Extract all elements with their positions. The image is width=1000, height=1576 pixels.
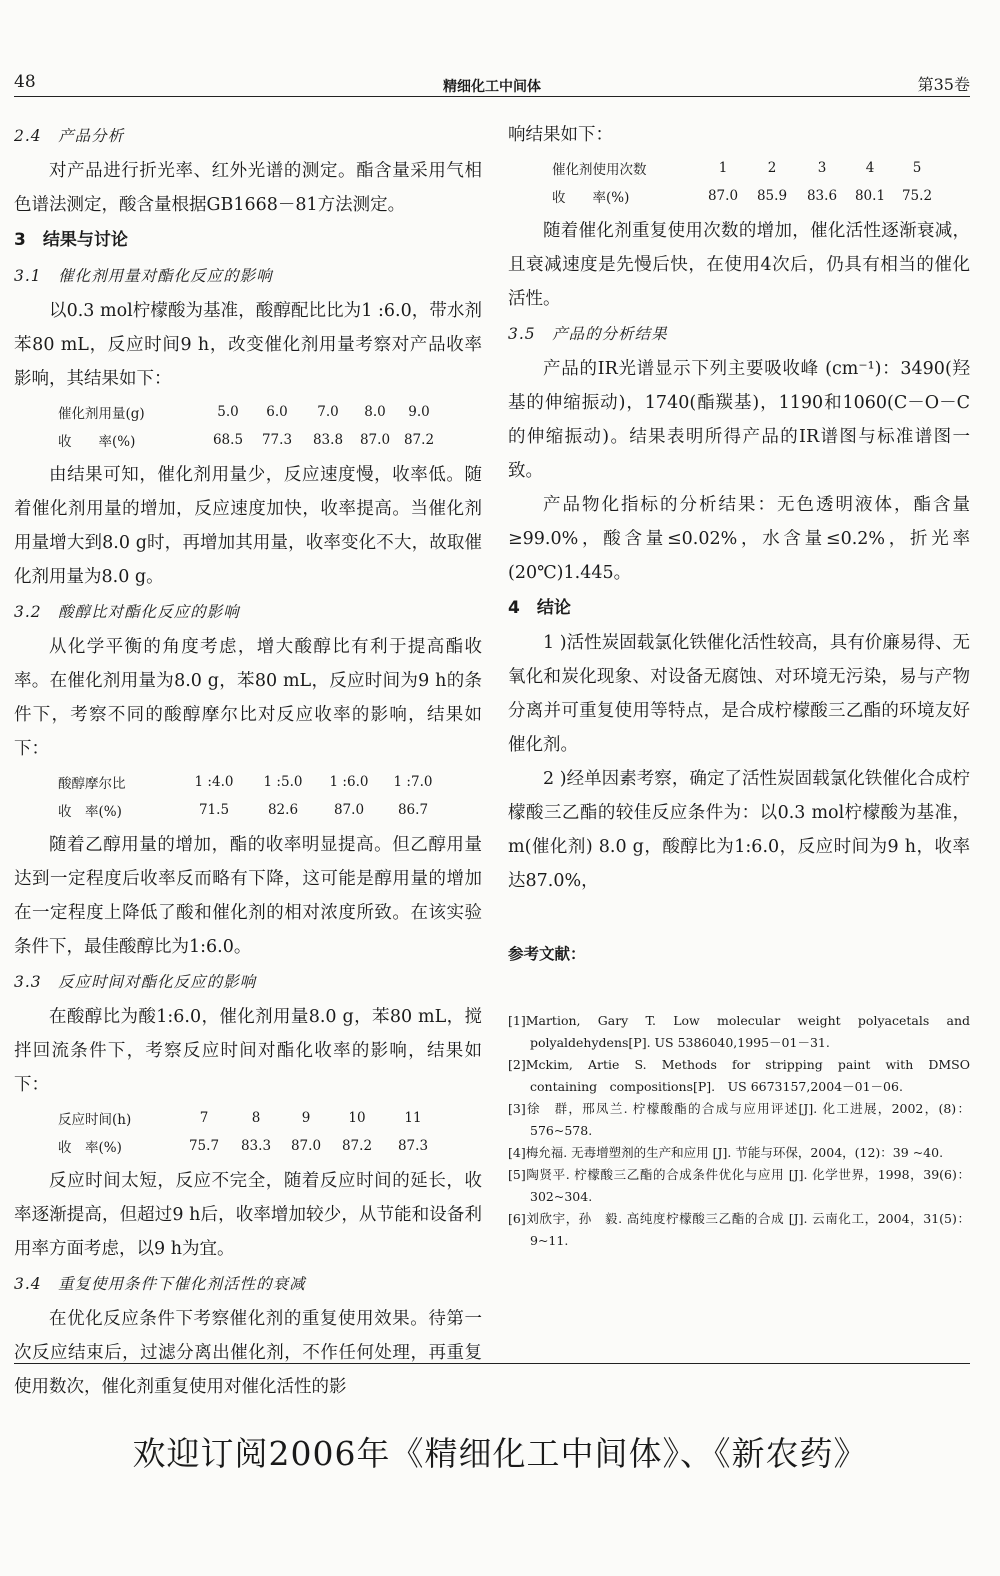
table-cell: 11 [404,1110,422,1126]
references-heading: 参考文献： [508,945,586,963]
table-cell: 7.0 [317,404,339,420]
row-label: 收 率(%) [552,190,630,206]
table-cell: 8 [251,1110,261,1126]
table-cell: 75.2 [901,188,933,204]
paragraph: 由结果可知，催化剂用量少，反应速度慢，收率低。随着催化剂用量的增加，反应速度加快，收率提高。当催化剂用量增大到8.0 g时，再增加其用量，收率变化不大，故取催化剂用量为8.0 g。 [14,465,482,587]
table-cell: 87.0 [290,1138,322,1154]
table-cell: 87.2 [341,1138,373,1154]
reference-item: [6]刘欣宇，孙 毅. 高纯度柠檬酸三乙酯的合成 [J]. 云南化工，2004，31(5)：9~11. [508,1211,970,1248]
table-cell: 87.3 [397,1138,429,1154]
table-cell: 86.7 [397,802,429,818]
left-column [14,118,482,1404]
table-cell: 5.0 [217,404,239,420]
paragraph-continuation: 响结果如下： [508,125,613,145]
table-cell: 1 :4.0 [194,774,234,790]
table-cell: 87.2 [403,432,435,448]
table-cell: 87.0 [707,188,739,204]
table-cell: 87.0 [359,432,391,448]
row-label: 收 率(%) [58,434,136,450]
footer-divider [14,1363,970,1364]
row-label: 收 率(%) [58,1140,122,1156]
section-title: 2.4 产品分析 [14,127,125,145]
table-cell: 82.6 [267,802,299,818]
table-cell: 68.5 [212,432,244,448]
table-cell: 1 [718,160,728,176]
table-cell: 83.3 [240,1138,272,1154]
table-cell: 83.6 [806,188,838,204]
table-row [58,796,444,824]
table-cell: 8.0 [364,404,386,420]
page-header [14,66,970,97]
data-table [58,398,442,454]
data-table [58,1104,440,1160]
table-cell: 85.9 [756,188,788,204]
table-cell: 7 [199,1110,209,1126]
table-row [58,426,442,454]
table-cell: 9.0 [408,404,430,420]
paragraph: 反应时间太短，反应不完全，随着反应时间的延长，收率逐渐提高，但超过9 h后，收率增加较少，从节能和设备利用率方面考虑，以9 h为宜。 [14,1171,482,1259]
paragraph: 2 )经单因素考察，确定了活性炭固载氯化铁催化合成柠檬酸三乙酯的较佳反应条件为：以0.3 mol柠檬酸为基准，m(催化剂) 8.0 g，酸醇比为1:6.0，反应时间为9 h，收率达87.0%， [508,769,970,891]
section-title: 3.2 酸醇比对酯化反应的影响 [14,603,240,621]
section-title: 3.4 重复使用条件下催化剂活性的衰减 [14,1275,306,1293]
row-label: 催化剂用量(g) [58,406,145,422]
table-cell: 80.1 [854,188,886,204]
section-title: 3.5 产品的分析结果 [508,325,668,343]
table-cell: 87.0 [333,802,365,818]
table-cell: 1 :7.0 [393,774,433,790]
table-cell: 1 :6.0 [329,774,369,790]
table-cell: 6.0 [266,404,288,420]
references-list [508,1010,970,1252]
section-heading: 3 结果与讨论 [14,230,128,250]
table-row [58,398,442,426]
paragraph: 随着催化剂重复使用次数的增加，催化活性逐渐衰减，且衰减速度是先慢后快，在使用4次后，仍具有相当的催化活性。 [508,221,970,309]
subscription-banner: 欢迎订阅2006年《精细化工中间体》、《新农药》 [132,1434,868,1473]
right-column [508,118,970,1252]
reference-item: [4]梅允福. 无毒增塑剂的生产和应用 [J]. 节能与环保，2004，(12)：39 ~40. [508,1145,944,1160]
row-label: 反应时间(h) [58,1112,132,1128]
table-row [552,182,940,210]
table-row [58,1132,440,1160]
table-cell: 2 [767,160,777,176]
paragraph: 从化学平衡的角度考虑，增大酸醇比有利于提高酯收率。在催化剂用量为8.0 g，苯80 mL，反应时间为9 h的条件下，考察不同的酸醇摩尔比对反应收率的影响，结果如下： [14,637,482,759]
table-row [58,1104,440,1132]
table-cell: 83.8 [312,432,344,448]
row-label: 酸醇摩尔比 [58,776,126,792]
section-heading: 4 结论 [508,598,571,618]
table-cell: 10 [348,1110,366,1126]
paragraph: 随着乙醇用量的增加，酯的收率明显提高。但乙醇用量达到一定程度后收率反而略有下降，这可能是醇用量的增加在一定程度上降低了酸和催化剂的相对浓度所致。在该实验条件下，最佳酸醇比为1:6.0。 [14,835,482,957]
reference-item: [1]Martion, Gary T. Low molecular weight polyacetals and polyaldehydens[P]. US 5386040,1995－01－31. [508,1013,970,1050]
table-row [58,768,444,796]
paragraph: 对产品进行折光率、红外光谱的测定。酯含量采用气相色谱法测定，酸含量根据GB1668－81方法测定。 [14,161,482,215]
data-table [58,768,444,824]
table-cell: 5 [912,160,922,176]
paragraph: 以0.3 mol柠檬酸为基准，酸醇配比比为1 :6.0，带水剂苯80 mL，反应时间9 h，改变催化剂用量考察对产品收率影响，其结果如下： [14,301,482,389]
data-table [552,154,940,210]
reference-item: [5]陶贤平. 柠檬酸三乙酯的合成条件优化与应用 [J]. 化学世界，1998，39(6)：302~304. [508,1167,970,1204]
table-cell: 75.7 [188,1138,220,1154]
paragraph: 产品的IR光谱显示下列主要吸收峰 (cm⁻¹)：3490(羟基的伸缩振动)，1740(酯羰基)，1190和1060(C－O－C的伸缩振动)。结果表明所得产品的IR谱图与标准谱图一致。 [508,359,970,481]
table-cell: 3 [817,160,827,176]
table-cell: 9 [301,1110,311,1126]
section-title: 3.3 反应时间对酯化反应的影响 [14,973,257,991]
page-number: 48 [14,72,36,92]
journal-title: 精细化工中间体 [443,79,541,95]
row-label: 收 率(%) [58,804,122,820]
paragraph: 产品物化指标的分析结果：无色透明液体，酯含量≥99.0%，酸含量≤0.02%，水含量≤0.2%，折光率(20℃)1.445。 [508,495,970,583]
section-title: 3.1 催化剂用量对酯化反应的影响 [14,267,273,285]
paragraph: 在酸醇比为酸1:6.0，催化剂用量8.0 g，苯80 mL，搅拌回流条件下，考察反应时间对酯化收率的影响，结果如下： [14,1007,482,1095]
table-row [552,154,940,182]
reference-item: [2]Mckim, Artie S. Methods for stripping paint with DMSO containing compositions[P]. US 6673157,2004－01－06. [508,1057,970,1094]
row-label: 催化剂使用次数 [552,162,647,178]
table-cell: 71.5 [198,802,230,818]
table-cell: 77.3 [261,432,293,448]
table-cell: 4 [865,160,875,176]
paragraph: 1 )活性炭固载氯化铁催化活性较高，具有价廉易得、无氧化和炭化现象、对设备无腐蚀、对环境无污染，易与产物分离并可重复使用等特点，是合成柠檬酸三乙酯的环境友好催化剂。 [508,633,970,755]
reference-item: [3]徐 群，邢凤兰. 柠檬酸酯的合成与应用评述[J]. 化工进展，2002，(8)：576~578. [508,1101,970,1138]
paragraph: 在优化反应条件下考察催化剂的重复使用效果。待第一次反应结束后，过滤分离出催化剂，不作任何处理，再重复使用数次，催化剂重复使用对催化活性的影 [14,1309,482,1397]
table-cell: 1 :5.0 [263,774,303,790]
volume-label: 第35卷 [917,75,970,94]
